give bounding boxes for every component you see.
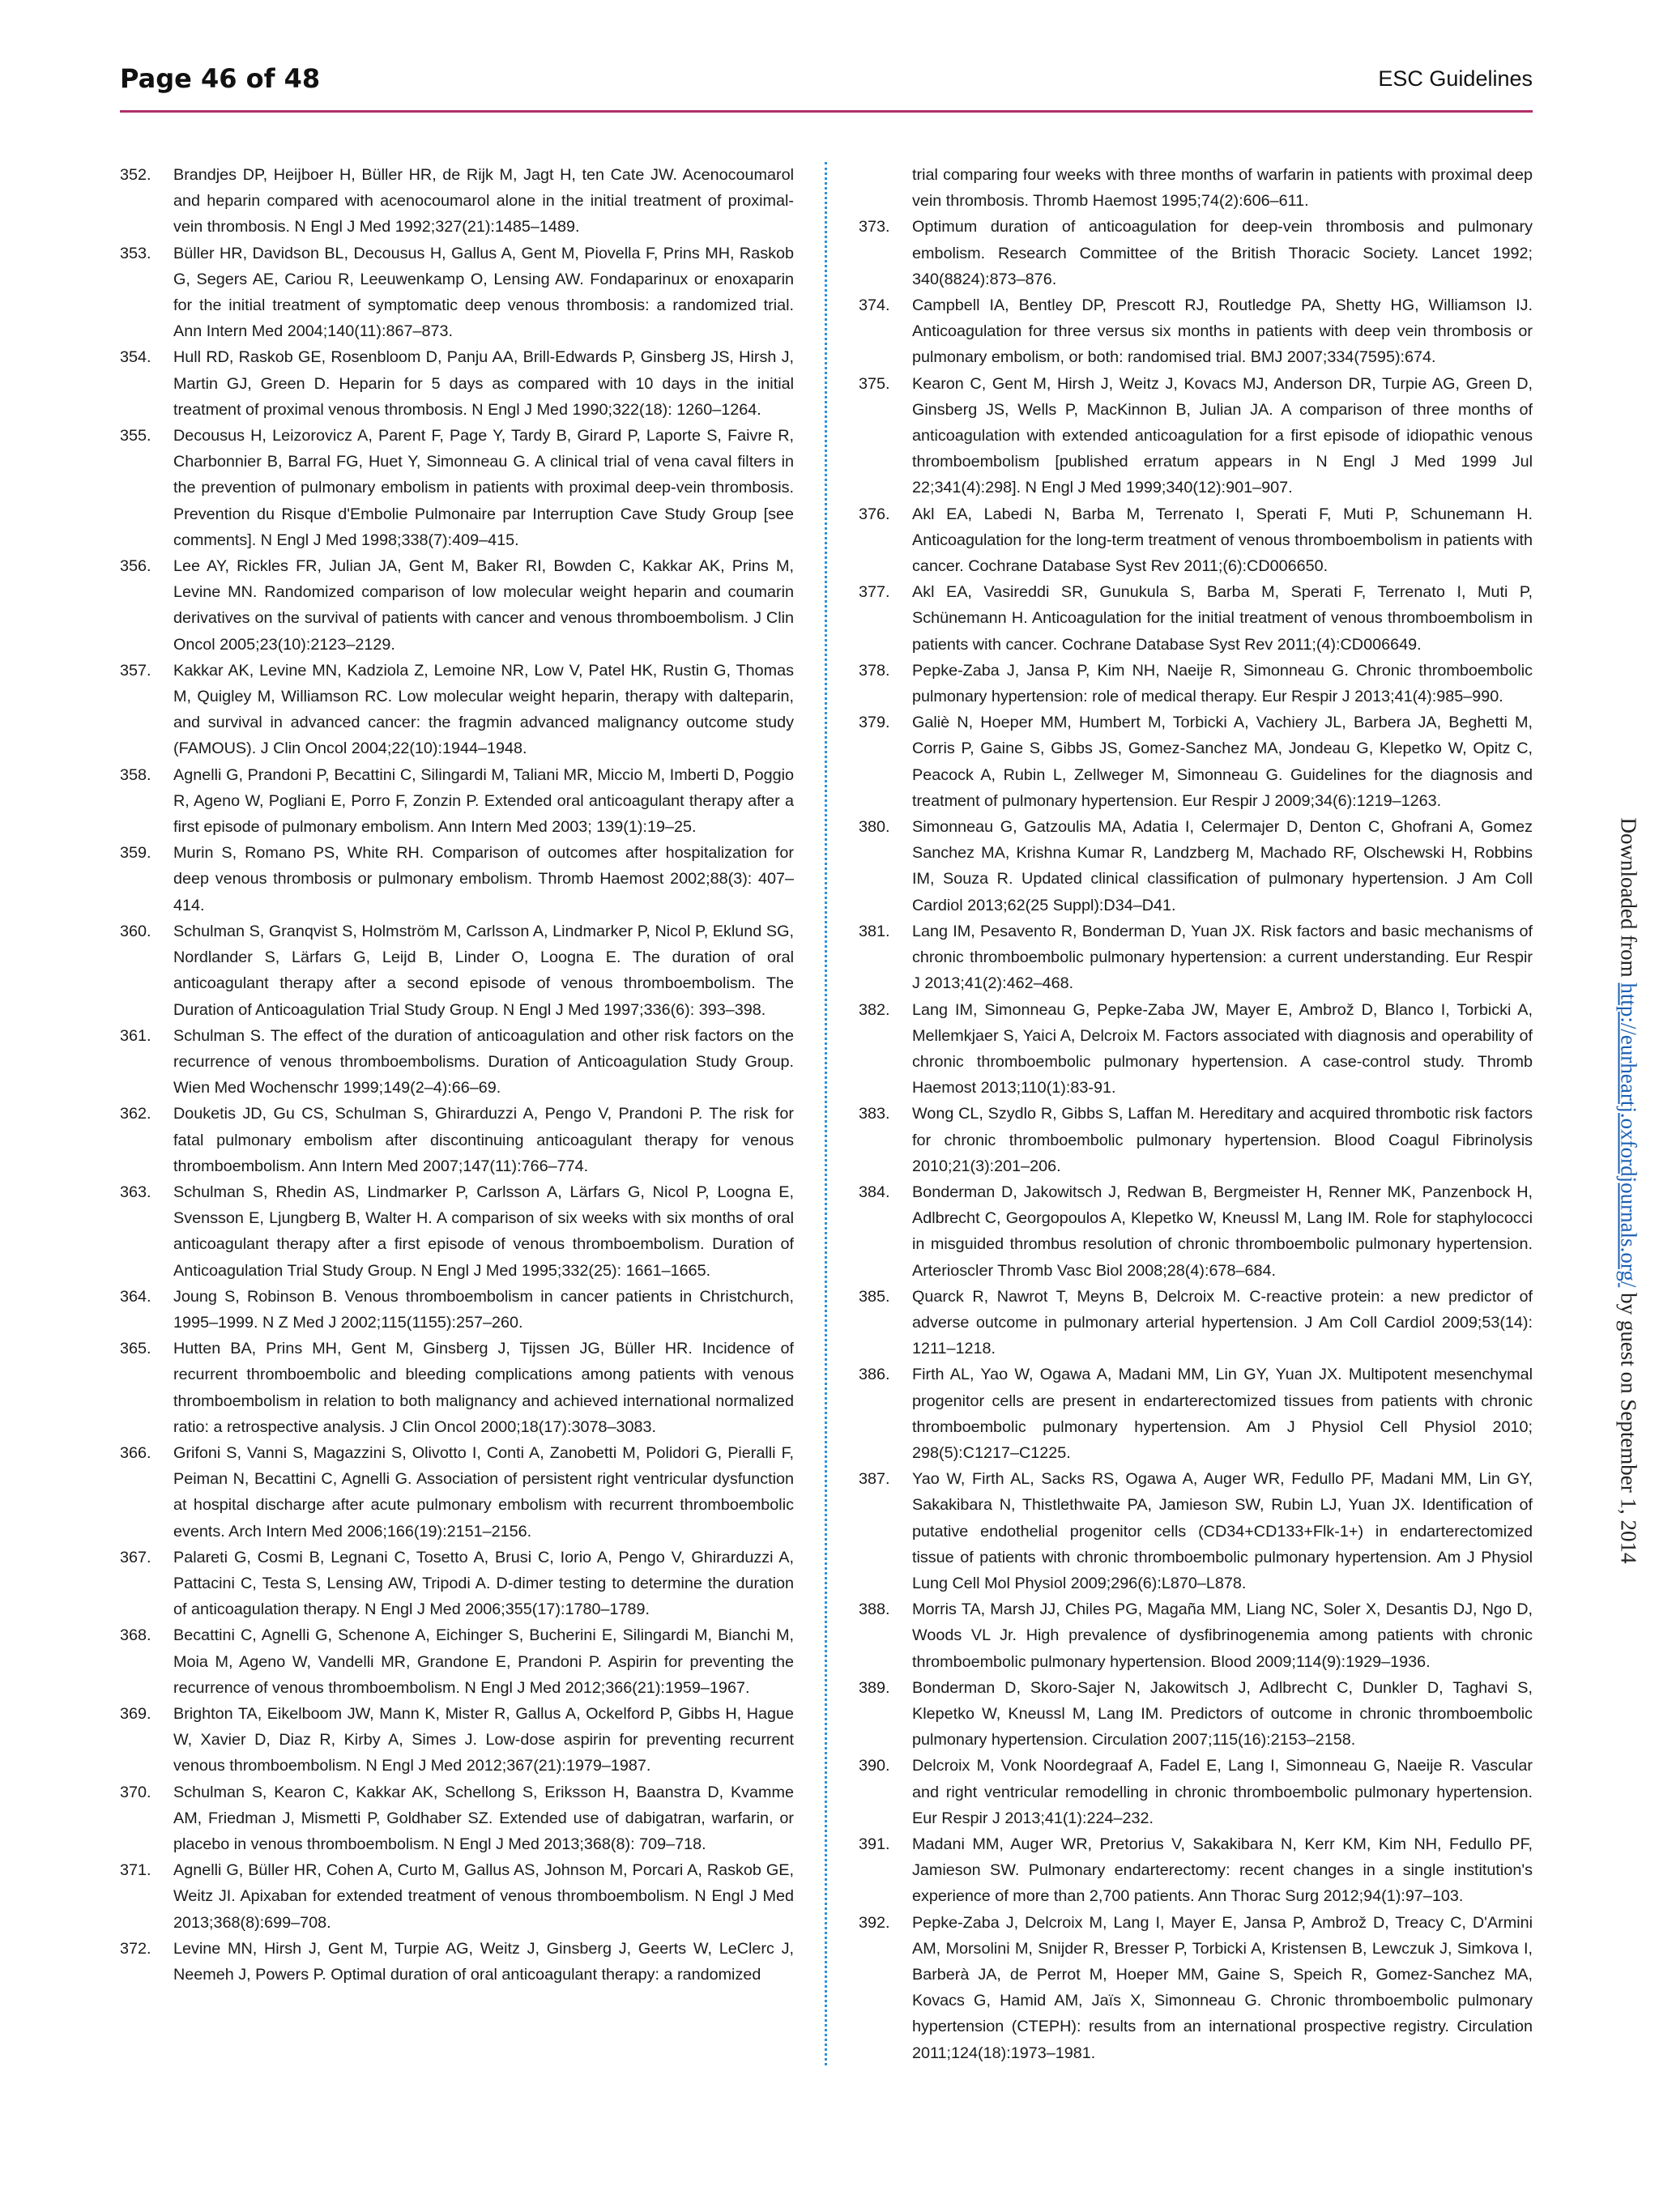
reference-text: Quarck R, Nawrot T, Meyns B, Delcroix M. C-reactive protein: a new predictor of adverse outcome in pulmonary arterial hypertension. J Am Coll Cardiol 2009;53(14): 1211–1218. [912, 1287, 1533, 1358]
reference-number: 373. [859, 218, 890, 237]
reference-number: 367. [120, 1548, 151, 1566]
reference-number: 378. [859, 661, 890, 680]
reference-text: Schulman S. The effect of the duration of anticoagulation and other risk factors on the recurrence of venous thromboembolisms. Duration of Anticoagulation Study Group. Wien Med Wochenschr 1999;149(2–4):66–69. [173, 1026, 794, 1097]
reference-text: Decousus H, Leizorovicz A, Parent F, Page Y, Tardy B, Girard P, Laporte S, Faivre R, Charbonnier B, Barral FG, Huet Y, Simonneau G. A clinical trial of vena caval filters in the prevention of pulmonary embolism in patients with proximal deep-vein thrombosis. Prevention du Risque d'Embolie Pulmonaire par Interruption Cave Study Group [see comments]. N Engl J Med 1998;338(7):409–415. [173, 427, 794, 549]
page-number: Page 46 of 48 [120, 63, 321, 94]
reference-item [120, 241, 794, 345]
reference-number: 376. [859, 505, 890, 523]
page-header [120, 63, 1533, 102]
reference-item [120, 1701, 794, 1779]
reference-number: 369. [120, 1704, 151, 1723]
reference-text: Campbell IA, Bentley DP, Prescott RJ, Routledge PA, Shetty HG, Williamson IJ. Anticoagulation for three versus six months in patients with deep vein thrombosis or pulmonary embolism, or both: randomised trial. BMJ 2007;334(7595):674. [912, 296, 1533, 367]
reference-number: 354. [120, 348, 151, 367]
reference-number: 358. [120, 765, 151, 784]
reference-item [859, 1675, 1533, 1754]
reference-number: 370. [120, 1783, 151, 1801]
reference-text: Bonderman D, Jakowitsch J, Redwan B, Bergmeister H, Renner MK, Panzenbock H, Adlbrecht C, Georgopoulos A, Klepetko W, Kneussl M, Lang IM. Role for staphylococci in misguided thrombus resolution of chronic thromboembolic pulmonary hypertension. Arterioscler Thromb Vasc Biol 2008;28(4):678–684. [912, 1183, 1533, 1280]
reference-text: Kearon C, Gent M, Hirsh J, Weitz J, Kovacs MJ, Anderson DR, Turpie AG, Green D, Ginsberg JS, Wells P, MacKinnon B, Julian JA. A comparison of three months of anticoagulation with extended anticoagulation for a first episode of idiopathic venous thromboembolism [published erratum appears in N Engl J Med 1999 Jul 22;341(4):298]. N Engl J Med 1999;340(12):901–907. [912, 374, 1533, 497]
download-notice [1616, 817, 1641, 1563]
reference-text: Hull RD, Raskob GE, Rosenbloom D, Panju AA, Brill-Edwards P, Ginsberg JS, Hirsh J, Martin GJ, Green D. Heparin for 5 days as compared with 10 days in the initial treatment of proximal venous thrombosis. N Engl J Med 1990;322(18): 1260–1264. [173, 348, 794, 419]
reference-text: Grifoni S, Vanni S, Magazzini S, Olivotto I, Conti A, Zanobetti M, Polidori G, Pieralli F, Peiman N, Becattini C, Agnelli G. Association of persistent right ventricular dysfunction at hospital discharge after acute pulmonary embolism with recurrent thromboembolic events. Arch Intern Med 2006;166(19):2151–2156. [173, 1443, 794, 1541]
reference-text: Murin S, Romano PS, White RH. Comparison of outcomes after hospitalization for deep venous thrombosis or pulmonary embolism. Thromb Haemost 2002;88(3): 407–414. [173, 844, 794, 914]
reference-text: Firth AL, Yao W, Ogawa A, Madani MM, Lin GY, Yuan JX. Multipotent mesenchymal progenitor cells are present in endarterectomized tissues from patients with chronic thromboembolic pulmonary hypertension. Am J Physiol Cell Physiol 2010; 298(5):C1217–C1225. [912, 1366, 1533, 1462]
reference-number: 371. [120, 1861, 151, 1880]
reference-number: 390. [859, 1757, 890, 1775]
reference-number: 368. [120, 1626, 151, 1645]
reference-text: Yao W, Firth AL, Sacks RS, Ogawa A, Auger WR, Fedullo PF, Madani MM, Lin GY, Sakakibara N, Thistlethwaite PA, Jamieson SW, Rubin LJ, Yuan JX. Identification of putative endothelial progenitor cells (CD34+CD133+Flk-1+) in endarterectomized tissue of patients with chronic thromboembolic pulmonary hypertension. Am J Physiol Lung Cell Mol Physiol 2009;296(6):L870–L878. [912, 1470, 1533, 1592]
reference-text: Schulman S, Granqvist S, Holmström M, Carlsson A, Lindmarker P, Nicol P, Eklund SG, Nordlander S, Lärfars G, Leijd B, Linder O, Loogna E. The duration of oral anticoagulant therapy after a second episode of venous thromboembolism. The Duration of Anticoagulation Trial Study Group. N Engl J Med 1997;336(6): 393–398. [173, 922, 794, 1019]
reference-text: Simonneau G, Gatzoulis MA, Adatia I, Celermajer D, Denton C, Ghofrani A, Gomez Sanchez MA, Krishna Kumar R, Landzberg M, Machado RF, Olschewski H, Robbins IM, Souza R. Updated clinical classification of pulmonary hypertension. J Am Coll Cardiol 2013;62(25 Suppl):D34–D41. [912, 818, 1533, 914]
column-divider [825, 162, 827, 2065]
reference-number: 384. [859, 1183, 890, 1201]
reference-number: 379. [859, 714, 890, 732]
reference-item [120, 1545, 794, 1623]
reference-text: Schulman S, Kearon C, Kakkar AK, Schellong S, Eriksson H, Baanstra D, Kvamme AM, Friedman J, Mismetti P, Goldhaber SZ. Extended use of dabigatran, warfarin, or placebo in venous thromboembolism. N Engl J Med 2013;368(8): 709–718. [173, 1783, 794, 1853]
reference-item [120, 918, 794, 1023]
reference-number: 362. [120, 1105, 151, 1123]
reference-number: 353. [120, 244, 151, 262]
reference-item [120, 1779, 794, 1858]
reference-number: 383. [859, 1105, 890, 1123]
reference-number: 365. [120, 1340, 151, 1358]
reference-text: Morris TA, Marsh JJ, Chiles PG, Magaña MM, Liang NC, Soler X, Desantis DJ, Ngo D, Woods VL Jr. High prevalence of dysfibrinogenemia among patients with chronic thromboembolic pulmonary hypertension. Blood 2009;114(9):1929–1936. [912, 1600, 1533, 1671]
reference-number: 361. [120, 1026, 151, 1045]
reference-item [859, 658, 1533, 710]
reference-item [120, 1936, 794, 1988]
reference-number: 352. [120, 166, 151, 184]
reference-item [859, 371, 1533, 501]
references-column-left [120, 162, 794, 1988]
reference-text: Brandjes DP, Heijboer H, Büller HR, de Rijk M, Jagt H, ten Cate JW. Acenocoumarol and heparin compared with acenocoumarol alone in the initial treatment of proximal-vein thrombosis. N Engl J Med 1992;327(21):1485–1489. [173, 166, 794, 237]
reference-text: Agnelli G, Büller HR, Cohen A, Curto M, Gallus AS, Johnson M, Porcari A, Raskob GE, Weitz JI. Apixaban for extended treatment of venous thromboembolism. N Engl J Med 2013;368(8):699–708. [173, 1861, 794, 1932]
reference-number: 355. [120, 427, 151, 445]
header-rule [120, 110, 1533, 113]
reference-number: 382. [859, 1000, 890, 1019]
reference-item [120, 1179, 794, 1284]
reference-number: 388. [859, 1600, 890, 1619]
reference-number: 385. [859, 1287, 890, 1306]
reference-item [859, 1362, 1533, 1466]
reference-text: Joung S, Robinson B. Venous thromboembolism in cancer patients in Christchurch, 1995–1999. N Z Med J 2002;115(1155):257–260. [173, 1287, 794, 1332]
reference-text: Becattini C, Agnelli G, Schenone A, Eichinger S, Bucherini E, Silingardi M, Bianchi M, Moia M, Ageno W, Vandelli MR, Grandone E, Prandoni P. Aspirin for preventing the recurrence of venous thromboembolism. N Engl J Med 2012;366(21):1959–1967. [173, 1626, 794, 1697]
reference-number: 372. [120, 1939, 151, 1958]
reference-number: 375. [859, 374, 890, 393]
reference-number: 366. [120, 1443, 151, 1462]
reference-text: Akl EA, Labedi N, Barba M, Terrenato I, Sperati F, Muti P, Schunemann H. Anticoagulation for the long-term treatment of venous thromboembolism in patients with cancer. Cochrane Database Syst Rev 2011;(6):CD006650. [912, 505, 1533, 576]
reference-text: Agnelli G, Prandoni P, Becattini C, Silingardi M, Taliani MR, Miccio M, Imberti D, Poggio R, Ageno W, Pogliani E, Porro F, Zonzin P. Extended oral anticoagulant therapy after a first episode of pulmonary embolism. Ann Intern Med 2003; 139(1):19–25. [173, 765, 794, 837]
reference-text: Kakkar AK, Levine MN, Kadziola Z, Lemoine NR, Low V, Patel HK, Rustin G, Thomas M, Quigley M, Williamson RC. Low molecular weight heparin, therapy with dalteparin, and survival in advanced cancer: the fragmin advanced malignancy outcome study (FAMOUS). J Clin Oncol 2004;22(10):1944–1948. [173, 661, 794, 758]
reference-number: 386. [859, 1366, 890, 1384]
reference-continuation: trial comparing four weeks with three months of warfarin in patients with proximal deep vein thrombosis. Thromb Haemost 1995;74(2):606–611. [912, 166, 1533, 211]
reference-item [120, 658, 794, 762]
reference-item [859, 501, 1533, 580]
reference-item [859, 1831, 1533, 1910]
reference-item [120, 1336, 794, 1440]
reference-item [859, 1596, 1533, 1675]
reference-text: Lang IM, Pesavento R, Bonderman D, Yuan JX. Risk factors and basic mechanisms of chronic thromboembolic pulmonary hypertension: a current understanding. Eur Respir J 2013;41(2):462–468. [912, 922, 1533, 993]
reference-text: Hutten BA, Prins MH, Gent M, Ginsberg J, Tijssen JG, Büller HR. Incidence of recurrent thromboembolic and bleeding complications among patients with venous thromboembolism in relation to both malignancy and achieved international normalized ratio: a retrospective analysis. J Clin Oncol 2000;18(17):3078–3083. [173, 1340, 794, 1436]
reference-item [120, 1440, 794, 1545]
reference-text: Palareti G, Cosmi B, Legnani C, Tosetto A, Brusi C, Iorio A, Pengo V, Ghirarduzzi A, Pattacini C, Testa S, Lensing AW, Tripodi A. D-dimer testing to determine the duration of anticoagulation therapy. N Engl J Med 2006;355(17):1780–1789. [173, 1548, 794, 1619]
running-title: ESC Guidelines [1378, 66, 1533, 91]
reference-text: Pepke-Zaba J, Jansa P, Kim NH, Naeije R, Simonneau G. Chronic thromboembolic pulmonary hypertension: role of medical therapy. Eur Respir J 2013;41(4):985–990. [912, 661, 1533, 706]
reference-item [859, 1910, 1533, 2066]
reference-text: Bonderman D, Skoro-Sajer N, Jakowitsch J, Adlbrecht C, Dunkler D, Taghavi S, Klepetko W, Kneussl M, Lang IM. Predictors of outcome in chronic thromboembolic pulmonary hypertension. Circulation 2007;115(16):2153–2158. [912, 1678, 1533, 1750]
reference-number: 389. [859, 1678, 890, 1697]
reference-text: Pepke-Zaba J, Delcroix M, Lang I, Mayer E, Jansa P, Ambrož D, Treacy C, D'Armini AM, Morsolini M, Snijder R, Bresser P, Torbicki A, Kristensen B, Lewczuk J, Simkova I, Barberà JA, de Perrot M, Hoeper MM, Gaine S, Speich R, Gomez-Sanchez MA, Kovacs G, Hamid AM, Jaïs X, Simonneau G. Chronic thromboembolic pulmonary hypertension (CTEPH): results from an international prospective registry. Circulation 2011;124(18):1973–1981. [912, 1913, 1533, 2062]
reference-number: 374. [859, 296, 890, 315]
reference-item [859, 292, 1533, 371]
reference-item [120, 1023, 794, 1102]
reference-text: Galiè N, Hoeper MM, Humbert M, Torbicki A, Vachiery JL, Barbera JA, Beghetti M, Corris P, Gaine S, Gibbs JS, Gomez-Sanchez MA, Jondeau G, Klepetko W, Opitz C, Peacock A, Rubin L, Zellweger M, Simonneau G. Guidelines for the diagnosis and treatment of pulmonary hypertension. Eur Respir J 2009;34(6):1219–1263. [912, 714, 1533, 810]
reference-item [120, 1284, 794, 1336]
reference-number: 391. [859, 1835, 890, 1853]
reference-item [120, 553, 794, 658]
reference-item [859, 214, 1533, 292]
reference-number: 364. [120, 1287, 151, 1306]
reference-item [120, 762, 794, 841]
reference-item [120, 1622, 794, 1701]
reference-text: Douketis JD, Gu CS, Schulman S, Ghirarduzzi A, Pengo V, Prandoni P. The risk for fatal pulmonary embolism after discontinuing anticoagulant therapy for venous thromboembolism. Ann Intern Med 2007;147(11):766–774. [173, 1105, 794, 1175]
reference-item [859, 997, 1533, 1102]
reference-item [859, 579, 1533, 658]
reference-text: Akl EA, Vasireddi SR, Gunukula S, Barba M, Sperati F, Terrenato I, Muti P, Schünemann H. Anticoagulation for the initial treatment of venous thromboembolism in patients with cancer. Cochrane Database Syst Rev 2011;(4):CD006649. [912, 583, 1533, 654]
reference-number: 387. [859, 1470, 890, 1489]
reference-number: 392. [859, 1913, 890, 1932]
references-column-right [859, 162, 1533, 2066]
reference-item [859, 710, 1533, 814]
reference-item [120, 423, 794, 553]
reference-text: Wong CL, Szydlo R, Gibbs S, Laffan M. Hereditary and acquired thrombotic risk factors for chronic thromboembolic pulmonary hypertension. Blood Coagul Fibrinolysis 2010;21(3):201–206. [912, 1105, 1533, 1175]
reference-text: Lee AY, Rickles FR, Julian JA, Gent M, Baker RI, Bowden C, Kakkar AK, Prins M, Levine MN. Randomized comparison of low molecular weight heparin and coumarin derivatives on the survival of patients with cancer and venous thromboembolism. J Clin Oncol 2005;23(10):2123–2129. [173, 557, 794, 654]
reference-number: 359. [120, 844, 151, 863]
reference-number: 380. [859, 818, 890, 837]
reference-item [859, 814, 1533, 918]
reference-item [859, 1284, 1533, 1362]
reference-item [120, 840, 794, 918]
download-suffix: by guest on September 1, 2014 [1616, 1287, 1641, 1564]
source-link[interactable]: http://eurheartj.oxfordjournals.org/ [1616, 982, 1641, 1288]
reference-item [859, 918, 1533, 997]
reference-item [859, 1753, 1533, 1831]
reference-number: 357. [120, 661, 151, 680]
reference-number: 360. [120, 922, 151, 940]
reference-item [120, 1101, 794, 1179]
reference-text: Optimum duration of anticoagulation for deep-vein thrombosis and pulmonary embolism. Research Committee of the British Thoracic Society. Lancet 1992; 340(8824):873–876. [912, 218, 1533, 288]
reference-text: Lang IM, Simonneau G, Pepke-Zaba JW, Mayer E, Ambrož D, Blanco I, Torbicki A, Mellemkjaer S, Yaici A, Delcroix M. Factors associated with diagnosis and operability of chronic thromboembolic pulmonary hypertension. A case-control study. Thromb Haemost 2013;110(1):83-91. [912, 1000, 1533, 1097]
reference-text: Delcroix M, Vonk Noordegraaf A, Fadel E, Lang I, Simonneau G, Naeije R. Vascular and right ventricular remodelling in chronic thromboembolic pulmonary hypertension. Eur Respir J 2013;41(1):224–232. [912, 1757, 1533, 1827]
reference-text: Levine MN, Hirsh J, Gent M, Turpie AG, Weitz J, Ginsberg J, Geerts W, LeClerc J, Neemeh J, Powers P. Optimal duration of oral anticoagulant therapy: a randomized [173, 1939, 794, 1984]
reference-number: 356. [120, 557, 151, 576]
reference-text: Büller HR, Davidson BL, Decousus H, Gallus A, Gent M, Piovella F, Prins MH, Raskob G, Segers AE, Cariou R, Leeuwenkamp O, Lensing AW. Fondaparinux or enoxaparin for the initial treatment of symptomatic deep venous thrombosis: a randomized trial. Ann Intern Med 2004;140(11):867–873. [173, 244, 794, 341]
reference-item [120, 344, 794, 423]
reference-item [859, 1179, 1533, 1284]
reference-number: 377. [859, 583, 890, 602]
reference-item [859, 1466, 1533, 1596]
download-prefix: Downloaded from [1616, 817, 1641, 983]
reference-number: 381. [859, 922, 890, 940]
reference-text: Madani MM, Auger WR, Pretorius V, Sakakibara N, Kerr KM, Kim NH, Fedullo PF, Jamieson SW. Pulmonary endarterectomy: recent changes in a single institution's experience of more than 2,700 patients. Ann Thorac Surg 2012;94(1):97–103. [912, 1835, 1533, 1906]
reference-text: Schulman S, Rhedin AS, Lindmarker P, Carlsson A, Lärfars G, Nicol P, Loogna E, Svensson E, Ljungberg B, Walter H. A comparison of six weeks with six months of oral anticoagulant therapy after a first episode of venous thromboembolism. Duration of Anticoagulation Trial Study Group. N Engl J Med 1995;332(25): 1661–1665. [173, 1183, 794, 1280]
reference-number: 363. [120, 1183, 151, 1201]
reference-text: Brighton TA, Eikelboom JW, Mann K, Mister R, Gallus A, Ockelford P, Gibbs H, Hague W, Xavier D, Diaz R, Kirby A, Simes J. Low-dose aspirin for preventing recurrent venous thromboembolism. N Engl J Med 2012;367(21):1979–1987. [173, 1704, 794, 1775]
reference-item [120, 1857, 794, 1936]
reference-item [120, 162, 794, 241]
reference-item [859, 1101, 1533, 1179]
